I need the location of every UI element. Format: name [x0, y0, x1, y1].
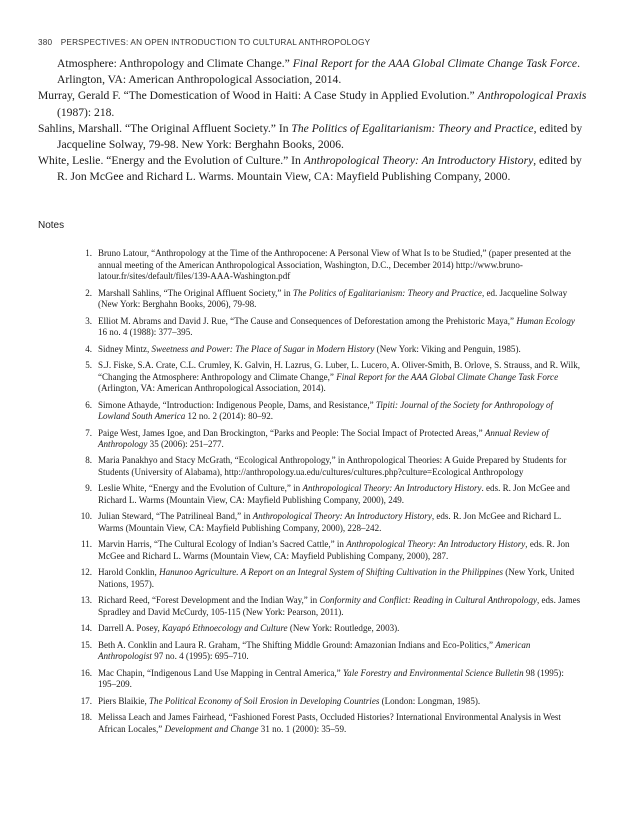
note-number: 18.	[80, 712, 92, 723]
note-item	[76, 712, 584, 735]
note-text: Julian Steward, “The Patrilineal Band,” in	[98, 511, 253, 522]
entry-text: Murray, Gerald F. “The Domestication of Wood in Haiti: A Case Study in Applied Evolution.”	[38, 89, 478, 103]
note-title: Tipiti: Journal of the Society for Anthropology of Lowland South America	[98, 399, 554, 422]
note-text: Beth A. Conklin and Laura R. Graham, “The Shifting Middle Ground: Amazonian Indians and Eco-Politics,”	[98, 639, 496, 650]
note-text: , eds. James Spradley and David McCurdy, 105-115 (New York: Pearson, 2011).	[98, 595, 581, 617]
note-number: 10.	[80, 511, 92, 522]
note-text: , ed. Jacqueline Solway (New York: Berghahn Books, 2006), 79-98.	[98, 287, 568, 310]
note-number: 2.	[85, 287, 92, 298]
note-text: Maria Panakhyo and Stacy McGrath, “Ecological Anthropology,” in Anthropological Theories: A Guide Prepared by Students for Students (University of Alabama), http://anthropology.ua.edu/cultures/cultures.php?culture=Ecological Anthropology	[98, 455, 567, 478]
note-title: Anthropological Theory: An Introductory History	[346, 539, 526, 550]
note-title: Hanunoo Agriculture. A Report on an Integral System of Shifting Cultivation in the Philippines	[159, 567, 503, 578]
note-number: 13.	[80, 595, 92, 606]
note-item	[76, 344, 584, 356]
note-number: 17.	[80, 695, 92, 706]
note-item	[76, 428, 584, 451]
note-text: Harold Conklin,	[98, 567, 160, 578]
entry-text: , edited by R. Jon McGee and Richard L. Warms. Mountain View, CA: Mayfield Publishing Company, 2000.	[57, 154, 582, 184]
note-title: Anthropological Theory: An Introductory History	[252, 511, 432, 522]
note-item	[76, 640, 584, 663]
note-number: 11.	[81, 539, 92, 550]
note-number: 16.	[80, 667, 92, 678]
note-text: 97 no. 4 (1995): 695–710.	[151, 651, 249, 662]
note-title: Anthropological Theory: An Introductory History	[302, 483, 482, 494]
note-item	[76, 696, 584, 708]
note-number: 4.	[85, 343, 92, 354]
note-title: Development and Change	[164, 723, 259, 734]
note-number: 9.	[85, 483, 92, 494]
note-text: Richard Reed, “Forest Development and the Indian Way,” in	[98, 595, 320, 606]
note-text: Elliot M. Abrams and David J. Rue, “The Cause and Consequences of Deforestation among the Prehistoric Maya,”	[98, 315, 517, 326]
note-item	[76, 483, 584, 506]
entry-text: White, Leslie. “Energy and the Evolution of Culture.” In	[38, 154, 304, 168]
bibliography	[38, 56, 594, 186]
entry-title: Anthropological Theory: An Introductory History	[303, 154, 534, 168]
note-text: Paige West, James Igoe, and Dan Brockington, “Parks and People: The Social Impact of Protected Areas,”	[98, 427, 485, 438]
note-text: (New York: Viking and Penguin, 1985).	[374, 343, 521, 354]
entry-title: The Politics of Egalitarianism: Theory and Practice	[291, 121, 534, 135]
note-item	[76, 539, 584, 562]
entry-text: . Arlington, VA: American Anthropological Association, 2014.	[57, 57, 580, 87]
note-text: Piers Blaikie,	[98, 695, 150, 706]
note-number: 7.	[85, 427, 92, 438]
note-text: 35 (2006): 251–277.	[147, 439, 224, 450]
note-title: The Political Economy of Soil Erosion in Developing Countries	[149, 695, 380, 706]
note-item	[76, 400, 584, 423]
note-text: Marshall Sahlins, “The Original Affluent Society,” in	[98, 287, 293, 298]
note-text: Simone Athayde, “Introduction: Indigenous People, Dams, and Resistance,”	[98, 399, 376, 410]
note-text: (Arlington, VA: American Anthropological Association, 2014).	[98, 383, 326, 394]
note-title: Conformity and Conflict: Reading in Cultural Anthropology	[319, 595, 537, 606]
note-text: Darrell A. Posey,	[98, 623, 162, 634]
bibliography-entry	[38, 121, 594, 153]
note-text: . eds. R. Jon McGee and Richard L. Warms (Mountain View, CA: Mayfield Publishing Company, 2000), 249.	[98, 483, 570, 506]
page-number: 380	[38, 38, 53, 47]
note-text: Bruno Latour, “Anthropology at the Time of the Anthropocene: A Personal View of What Is to be Studied,” (paper presented at the annual meeting of the American Anthropological Association, Washington, D.C., December 2014) http://www.bruno-latour.fr/sites/default/files/139-AAA-Washington.pdf	[98, 248, 571, 282]
note-item	[76, 595, 584, 618]
note-title: Kayapó Ethnoecology and Culture	[162, 623, 288, 634]
note-text: Marvin Harris, “The Cultural Ecology of Indian’s Sacred Cattle,” in	[98, 539, 347, 550]
note-title: Final Report for the AAA Global Climate Change Task Force	[336, 371, 559, 382]
note-text: 12 no. 2 (2014): 80–92.	[185, 411, 273, 422]
note-text: Mac Chapin, “Indigenous Land Use Mapping in Central America,”	[98, 667, 343, 678]
note-item	[76, 288, 584, 311]
note-title: Sweetness and Power: The Place of Sugar in Modern History	[151, 343, 375, 354]
note-title: Yale Forestry and Environmental Science Bulletin	[342, 667, 524, 678]
note-title: Annual Review of Anthropology	[98, 427, 549, 450]
note-text: S.J. Fiske, S.A. Crate, C.L. Crumley, K. Galvin, H. Lazrus, G. Luber, L. Lucero, A. Oliver-Smith, B. Orlove, S. Strauss, and R. Wilk, “Changing the Atmosphere: Anthropology and Climate Change,”	[98, 359, 581, 382]
note-text: 98 (1995): 195–209.	[98, 667, 564, 690]
note-text: 16 no. 4 (1988): 377–395.	[98, 327, 193, 338]
note-item	[76, 567, 584, 590]
note-text: , eds. R. Jon McGee and Richard L. Warms (Mountain View, CA: Mayfield Publishing Company, 2000), 287.	[98, 539, 570, 562]
note-item	[76, 668, 584, 691]
bibliography-entry	[38, 56, 594, 88]
note-number: 8.	[85, 455, 92, 466]
bibliography-entry	[38, 88, 594, 120]
note-text: , eds. R. Jon McGee and Richard L. Warms (Mountain View, CA: Mayfield Publishing Company, 2000), 228–242.	[98, 511, 562, 534]
entry-title: Anthropological Praxis	[477, 89, 587, 103]
note-item	[76, 455, 584, 478]
note-number: 15.	[80, 639, 92, 650]
note-number: 1.	[85, 248, 92, 258]
note-title: The Politics of Egalitarianism: Theory and Practice	[292, 287, 482, 298]
note-title: Human Ecology	[516, 315, 575, 326]
entry-text: (1987): 218.	[57, 105, 115, 119]
entry-text: , edited by Jacqueline Solway, 79-98. New York: Berghahn Books, 2006.	[57, 121, 583, 152]
bibliography-entry	[38, 153, 594, 185]
note-number: 3.	[85, 315, 92, 326]
note-number: 12.	[80, 567, 92, 578]
note-item	[76, 360, 584, 395]
entry-text: Sahlins, Marshall. “The Original Affluent Society.” In	[38, 121, 292, 135]
note-text: Melissa Leach and James Fairhead, “Fashioned Forest Pasts, Occluded Histories? International Environmental Analysis in West African Locales,”	[98, 712, 561, 734]
running-title: PERSPECTIVES: AN OPEN INTRODUCTION TO CULTURAL ANTHROPOLOGY	[60, 38, 371, 47]
note-text: 31 no. 1 (2000): 35–59.	[258, 723, 347, 734]
notes-heading: Notes	[38, 220, 65, 231]
note-item	[76, 511, 584, 534]
entry-text: Atmosphere: Anthropology and Climate Change.”	[57, 57, 293, 70]
entry-title: Final Report for the AAA Global Climate Change Task Force	[292, 57, 578, 70]
note-number: 5.	[85, 359, 92, 370]
note-text: (New York: Routledge, 2003).	[287, 623, 400, 634]
note-text: Sidney Mintz,	[98, 343, 152, 354]
note-text: (New York, United Nations, 1957).	[98, 567, 575, 590]
note-number: 14.	[80, 623, 92, 634]
note-title: American Anthropologist	[98, 639, 531, 662]
note-item	[76, 316, 584, 339]
notes-list	[76, 248, 584, 740]
note-text: (London: Longman, 1985).	[379, 695, 481, 706]
note-number: 6.	[85, 399, 92, 410]
note-item	[76, 248, 584, 283]
running-header	[38, 38, 370, 47]
note-item	[76, 623, 584, 635]
note-text: Leslie White, “Energy and the Evolution of Culture,” in	[98, 483, 303, 494]
